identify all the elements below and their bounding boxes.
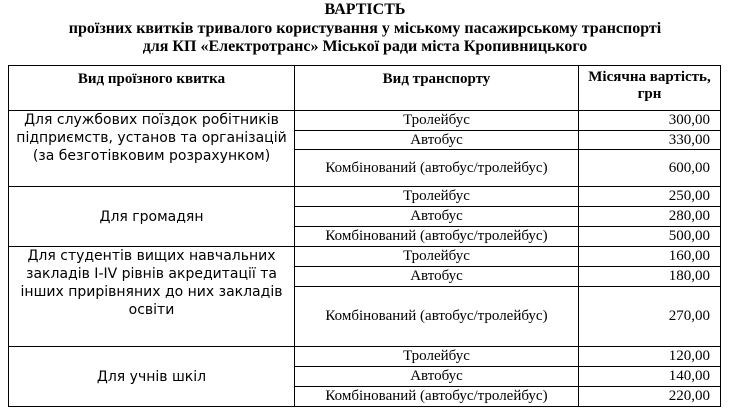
price-cell: 160,00 [579,247,721,267]
transport-cell: Автобус [295,207,579,227]
price-cell: 220,00 [579,387,721,407]
table-row [9,111,721,131]
transport-cell: Тролейбус [295,187,579,207]
document-title: ВАРТІСТЬ [324,1,406,18]
price-cell: 250,00 [579,187,721,207]
table-row [9,247,721,267]
transport-cell: Комбінований (автобус/тролейбус) [295,150,579,187]
price-cell: 330,00 [579,131,721,150]
price-cell: 600,00 [579,150,721,187]
transport-cell: Комбінований (автобус/тролейбус) [295,287,579,347]
transport-cell: Комбінований (автобус/тролейбус) [295,387,579,407]
document-subtitle-line-1: проїзних квитків тривалого користування у міському пасажирському транспорті [68,20,662,37]
table-row [9,347,721,367]
price-cell: 280,00 [579,207,721,227]
header-monthly-price: Місячна вартість, грн [579,66,721,111]
price-cell: 140,00 [579,367,721,387]
ticket-type-cell: Для громадян [9,187,295,247]
price-cell: 300,00 [579,111,721,131]
transport-cell: Тролейбус [295,111,579,131]
table-row [9,187,721,207]
transport-cell: Комбінований (автобус/тролейбус) [295,227,579,247]
price-table [8,65,721,407]
price-cell: 180,00 [579,267,721,287]
transport-cell: Автобус [295,131,579,150]
transport-cell: Тролейбус [295,247,579,267]
document-subtitle-line-2: для КП «Електротранс» Міської ради міста Кропивницького [142,38,588,55]
header-ticket-type: Вид проїзного квитка [9,66,295,111]
transport-cell: Автобус [295,267,579,287]
ticket-type-cell: Для студентів вищих навчальних закладів I-IV рівнів акредитації та інших прирівняних до них закладів освіти [9,247,295,347]
ticket-type-cell: Для службових поїздок робітників підприємств, установ та організацій (за безготівковим розрахунком) [9,111,295,187]
header-transport: Вид транспорту [295,66,579,111]
transport-cell: Тролейбус [295,347,579,367]
table-header-row [9,66,721,111]
ticket-type-cell: Для учнів шкіл [9,347,295,407]
price-cell: 500,00 [579,227,721,247]
transport-cell: Автобус [295,367,579,387]
price-cell: 120,00 [579,347,721,367]
price-cell: 270,00 [579,287,721,347]
